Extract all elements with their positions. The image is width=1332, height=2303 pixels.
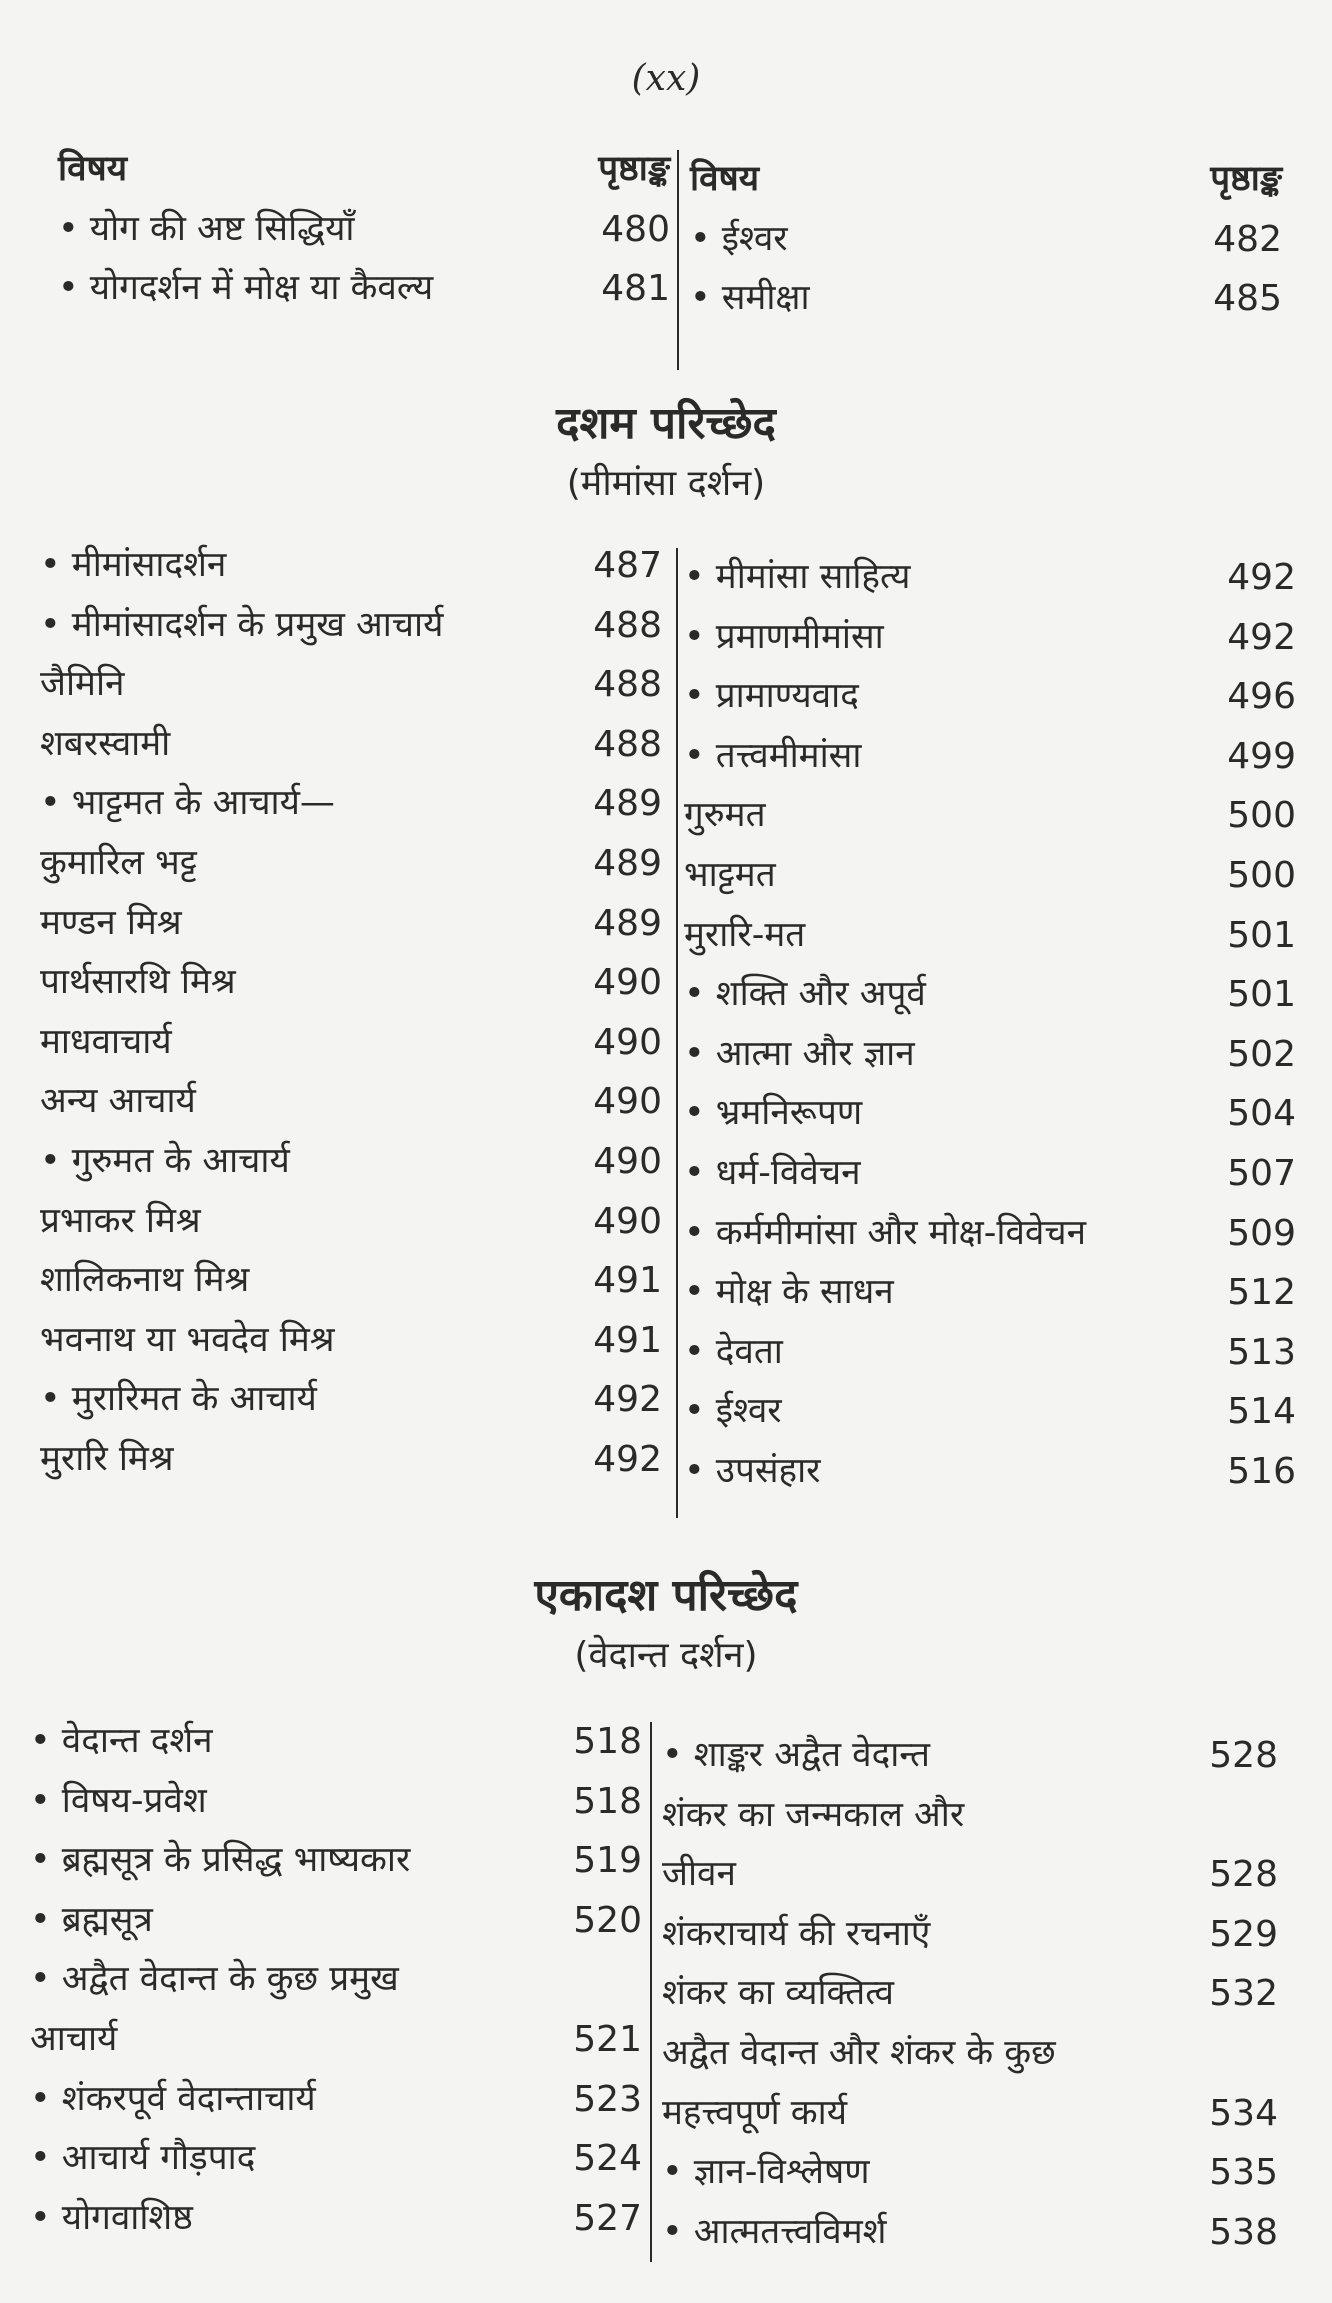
- toc-entry-label: मण्डन मिश्र: [40, 902, 182, 943]
- toc-entry: [58, 259, 670, 319]
- chapter-11-right-column: [662, 1726, 1278, 2262]
- subject-header: विषय: [690, 159, 760, 199]
- toc-entry-label: • समीक्षा: [690, 278, 810, 319]
- toc-entry-label: • मीमांसादर्शन: [40, 545, 227, 585]
- toc-entry: [30, 1712, 642, 1772]
- toc-entry-page: 501: [1227, 974, 1296, 1016]
- toc-entry-page: 528: [1209, 1735, 1278, 1776]
- toc-entry-label: • मोक्ष के साधन: [684, 1272, 894, 1313]
- toc-entry: [662, 1845, 1278, 1905]
- toc-entry-label: • कर्ममीमांसा और मोक्ष-विवेचन: [684, 1212, 1087, 1253]
- toc-entry-label: शंकराचार्य की रचनाएँ: [662, 1913, 931, 1954]
- toc-entry: [30, 2010, 642, 2070]
- toc-entry-label: शंकर का व्यक्तित्व: [662, 1973, 894, 2014]
- toc-entry: [684, 1323, 1296, 1383]
- toc-entry-page: 528: [1209, 1854, 1278, 1896]
- toc-entry: [40, 1192, 662, 1252]
- chapter-subtitle: (मीमांसा दर्शन): [566, 463, 766, 504]
- toc-entry-page: 490: [593, 1021, 662, 1063]
- toc-entry-label: भाट्टमत: [684, 854, 776, 895]
- toc-entry-page: 490: [593, 962, 662, 1004]
- toc-entry-page: 523: [573, 2078, 642, 2120]
- toc-entry: [30, 1950, 642, 2010]
- toc-entry-page: 489: [593, 902, 662, 944]
- toc-entry-label: महत्त्वपूर्ण कार्य: [662, 2092, 848, 2133]
- column-header: [690, 150, 1282, 210]
- toc-entry-page: 490: [593, 1140, 662, 1182]
- toc-entry: [684, 906, 1296, 966]
- toc-entry-label: • भाट्टमत के आचार्य—: [40, 783, 335, 824]
- toc-entry: [40, 536, 662, 596]
- toc-entry: [40, 1370, 662, 1430]
- toc-entry: [40, 774, 662, 834]
- toc-entry-page: 518: [573, 1721, 642, 1762]
- toc-entry-label: • ब्रह्मसूत्र: [30, 1899, 153, 1940]
- toc-entry: [662, 1786, 1278, 1846]
- toc-entry-page: 500: [1227, 795, 1296, 837]
- toc-entry-page: 504: [1227, 1093, 1296, 1135]
- toc-entry: [40, 834, 662, 894]
- toc-entry-label: • ईश्वर: [684, 1391, 782, 1432]
- chapter-10-right-column: [684, 548, 1296, 1502]
- toc-entry: [684, 727, 1296, 787]
- toc-entry-label: अद्वैत वेदान्त और शंकर के कुछ: [662, 2032, 1056, 2073]
- toc-entry-label: गुरुमत: [684, 795, 766, 836]
- toc-entry: [662, 2203, 1278, 2263]
- toc-entry-label: • प्रमाणमीमांसा: [684, 616, 884, 657]
- toc-entry: [662, 1964, 1278, 2024]
- toc-entry-page: 496: [1227, 676, 1296, 718]
- toc-entry-label: • विषय-प्रवेश: [30, 1780, 207, 1821]
- toc-entry-page: 521: [573, 2018, 642, 2060]
- toc-entry: [662, 2143, 1278, 2203]
- toc-entry: [684, 1382, 1296, 1442]
- toc-entry: [662, 2084, 1278, 2144]
- toc-entry-label: मुरारि-मत: [684, 914, 806, 955]
- toc-entry: [30, 2189, 642, 2249]
- toc-entry: [662, 1905, 1278, 1965]
- toc-entry-label: जैमिनि: [40, 664, 125, 705]
- toc-entry-label: • ज्ञान-विश्लेषण: [662, 2152, 870, 2193]
- chapter-title: दशम परिच्छेद: [556, 398, 776, 449]
- top-left-column: [58, 140, 670, 319]
- toc-entry-label: मुरारि मिश्र: [40, 1438, 174, 1479]
- toc-entry: [40, 1013, 662, 1073]
- toc-entry-label: शबरस्वामी: [40, 723, 171, 764]
- toc-entry-label: • आत्मतत्त्वविमर्श: [662, 2211, 887, 2252]
- toc-entry: [684, 1204, 1296, 1264]
- toc-entry: [40, 953, 662, 1013]
- toc-entry-page: 507: [1227, 1152, 1296, 1194]
- toc-entry-page: 513: [1227, 1331, 1296, 1373]
- toc-entry-page: 535: [1209, 2152, 1278, 2194]
- column-divider: [677, 150, 679, 370]
- toc-entry-label: • आत्मा और ज्ञान: [684, 1033, 915, 1074]
- subject-header: विषय: [58, 149, 128, 189]
- toc-entry-label: • मुरारिमत के आचार्य: [40, 1379, 317, 1420]
- page-number: (xx): [631, 58, 701, 99]
- chapter-11-header: [0, 1564, 1332, 1684]
- toc-entry-page: 492: [593, 1379, 662, 1421]
- toc-entry-page: 499: [1227, 735, 1296, 777]
- toc-entry: [662, 2024, 1278, 2084]
- toc-entry-label: शालिकनाथ मिश्र: [40, 1260, 250, 1301]
- toc-entry-page: 501: [1227, 914, 1296, 956]
- chapter-title: एकादश परिच्छेद: [534, 1570, 798, 1621]
- toc-entry: [40, 1072, 662, 1132]
- toc-entry-label: प्रभाकर मिश्र: [40, 1200, 201, 1241]
- toc-entry-label: • आचार्य गौड़पाद: [30, 2138, 256, 2179]
- column-header: [58, 140, 670, 200]
- toc-entry-page: 509: [1227, 1212, 1296, 1254]
- toc-entry: [58, 200, 670, 260]
- toc-entry: [30, 2129, 642, 2189]
- toc-entry: [40, 1311, 662, 1371]
- toc-entry: [40, 1132, 662, 1192]
- toc-entry-page: 524: [573, 2138, 642, 2180]
- toc-entry: [684, 1263, 1296, 1323]
- toc-entry-label: • प्रामाण्यवाद: [684, 676, 859, 717]
- toc-entry: [684, 846, 1296, 906]
- toc-entry-page: 492: [1227, 616, 1296, 658]
- toc-entry-label: आचार्य: [30, 2018, 118, 2059]
- toc-entry-label: • योगदर्शन में मोक्ष या कैवल्य: [58, 268, 434, 309]
- toc-entry: [684, 667, 1296, 727]
- toc-entry: [30, 1831, 642, 1891]
- toc-entry-label: • शक्ति और अपूर्व: [684, 974, 926, 1015]
- toc-entry: [40, 655, 662, 715]
- toc-entry-page: 488: [593, 723, 662, 765]
- chapter-10-header: [0, 392, 1332, 512]
- toc-entry-page: 519: [573, 1840, 642, 1882]
- toc-entry: [662, 1726, 1278, 1786]
- toc-entry-page: 488: [593, 664, 662, 706]
- toc-entry-label: • तत्त्वमीमांसा: [684, 735, 862, 776]
- toc-entry-page: 527: [573, 2197, 642, 2239]
- toc-entry-label: • गुरुमत के आचार्य: [40, 1140, 290, 1181]
- toc-entry-label: • मीमांसादर्शन के प्रमुख आचार्य: [40, 604, 444, 645]
- toc-entry: [684, 1084, 1296, 1144]
- toc-entry-page: 489: [593, 783, 662, 825]
- toc-entry: [684, 1442, 1296, 1502]
- toc-entry: [40, 596, 662, 656]
- toc-entry-page: 529: [1209, 1913, 1278, 1955]
- toc-entry-label: • अद्वैत वेदान्त के कुछ प्रमुख: [30, 1959, 399, 2000]
- toc-entry: [30, 2070, 642, 2130]
- toc-entry-label: • उपसंहार: [684, 1450, 821, 1491]
- top-right-column: [690, 150, 1282, 329]
- toc-entry: [684, 1025, 1296, 1085]
- toc-entry-label: पार्थसारथि मिश्र: [40, 962, 236, 1003]
- toc-entry: [690, 210, 1282, 270]
- toc-entry: [30, 1772, 642, 1832]
- toc-entry-label: कुमारिल भट्ट: [40, 842, 197, 883]
- toc-entry: [684, 548, 1296, 608]
- toc-entry: [40, 1251, 662, 1311]
- toc-entry-label: जीवन: [662, 1854, 736, 1895]
- toc-entry-page: 482: [1213, 218, 1282, 260]
- toc-entry-page: 489: [593, 842, 662, 884]
- toc-entry-page: 520: [573, 1899, 642, 1941]
- toc-entry-page: 532: [1209, 1973, 1278, 2015]
- toc-entry-label: • ब्रह्मसूत्र के प्रसिद्ध भाष्यकार: [30, 1840, 411, 1881]
- toc-entry: [690, 269, 1282, 329]
- toc-entry-page: 485: [1213, 278, 1282, 320]
- toc-entry-page: 488: [593, 604, 662, 646]
- toc-entry: [684, 608, 1296, 668]
- toc-entry: [40, 1430, 662, 1490]
- toc-entry-page: 500: [1227, 854, 1296, 896]
- page-header: पृष्ठाङ्क: [1210, 159, 1282, 199]
- toc-entry: [684, 786, 1296, 846]
- toc-entry-page: 502: [1227, 1033, 1296, 1075]
- toc-entry-label: • धर्म-विवेचन: [684, 1152, 861, 1193]
- toc-entry-page: 492: [593, 1438, 662, 1480]
- toc-entry-page: 481: [601, 268, 670, 310]
- toc-entry: [40, 894, 662, 954]
- column-divider: [676, 548, 678, 1518]
- toc-entry-label: माधवाचार्य: [40, 1021, 172, 1062]
- chapter-subtitle: (वेदान्त दर्शन): [574, 1635, 758, 1676]
- toc-entry: [684, 965, 1296, 1025]
- toc-entry-label: भवनाथ या भवदेव मिश्र: [40, 1319, 335, 1360]
- toc-entry-label: • योगवाशिष्ठ: [30, 2197, 193, 2238]
- toc-entry-label: शंकर का जन्मकाल और: [662, 1794, 965, 1835]
- toc-entry-label: • भ्रमनिरूपण: [684, 1093, 863, 1134]
- toc-entry: [684, 1144, 1296, 1204]
- toc-entry: [40, 715, 662, 775]
- toc-entry-label: • ईश्वर: [690, 218, 788, 259]
- page-header: पृष्ठाङ्क: [598, 149, 670, 189]
- toc-entry-page: 512: [1227, 1272, 1296, 1314]
- toc-entry: [30, 1891, 642, 1951]
- toc-entry-page: 491: [593, 1260, 662, 1302]
- toc-entry-page: 490: [593, 1200, 662, 1242]
- chapter-11-left-column: [30, 1712, 642, 2248]
- toc-entry-label: • शंकरपूर्व वेदान्ताचार्य: [30, 2078, 316, 2119]
- chapter-10-left-column: [40, 536, 662, 1490]
- toc-entry-page: 518: [573, 1780, 642, 1822]
- toc-entry-label: • शाङ्कर अद्वैत वेदान्त: [662, 1735, 931, 1775]
- toc-entry-page: 514: [1227, 1391, 1296, 1433]
- toc-entry-page: 490: [593, 1081, 662, 1123]
- column-divider: [650, 1722, 652, 2262]
- toc-entry-page: 491: [593, 1319, 662, 1361]
- toc-entry-page: 492: [1227, 557, 1296, 598]
- toc-entry-page: 480: [601, 208, 670, 250]
- toc-entry-label: • मीमांसा साहित्य: [684, 557, 911, 597]
- toc-entry-label: • योग की अष्ट सिद्धियाँ: [58, 208, 355, 249]
- toc-entry-page: 534: [1209, 2092, 1278, 2134]
- toc-entry-page: 516: [1227, 1450, 1296, 1492]
- toc-entry-label: अन्य आचार्य: [40, 1081, 196, 1122]
- toc-entry-page: 538: [1209, 2211, 1278, 2253]
- toc-entry-label: • वेदान्त दर्शन: [30, 1721, 213, 1761]
- toc-entry-page: 487: [593, 545, 662, 586]
- toc-entry-label: • देवता: [684, 1331, 783, 1372]
